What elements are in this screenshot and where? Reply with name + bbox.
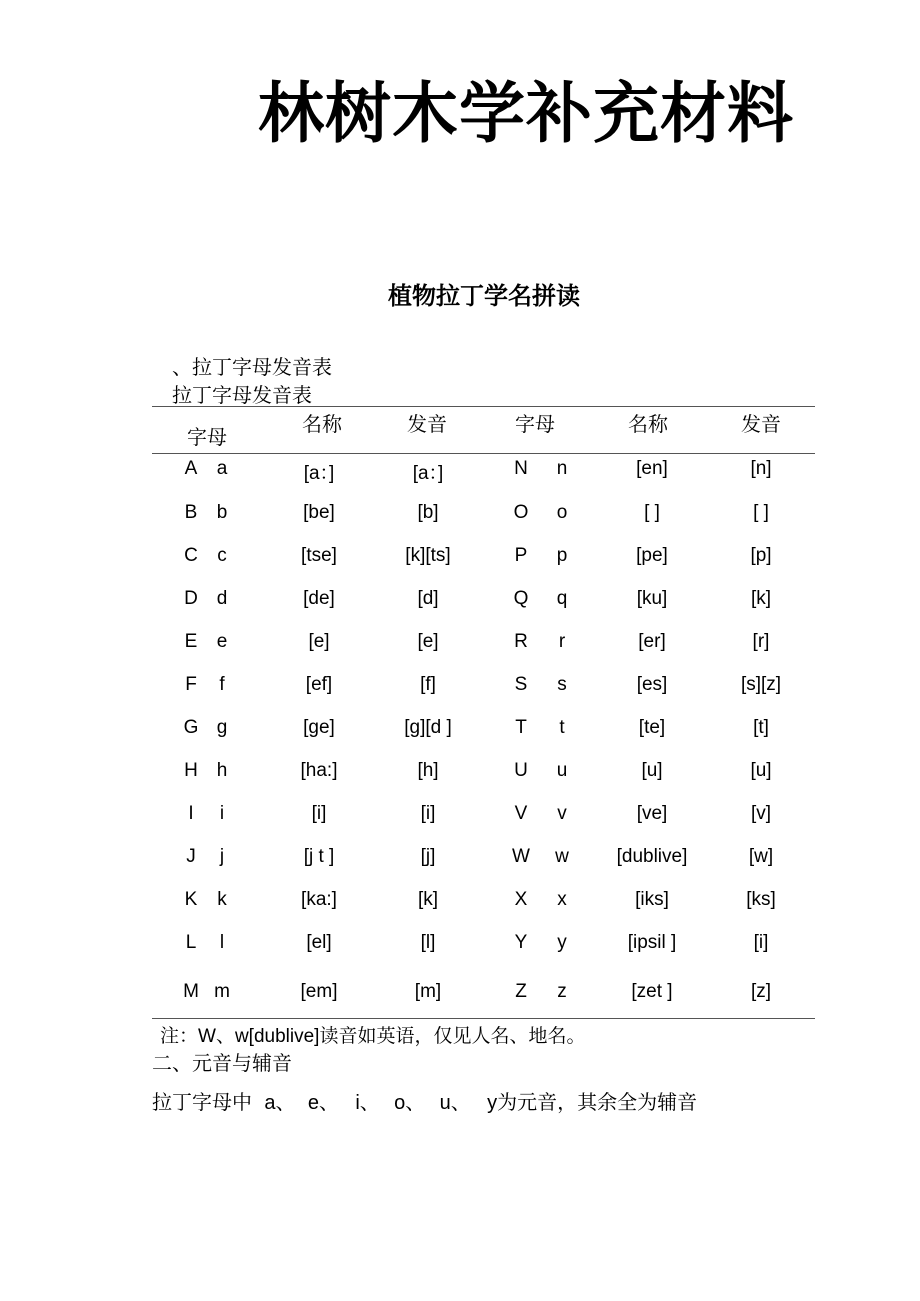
cell-name2: [es] [636,674,668,695]
cell-up: B [184,502,198,523]
vowel-u: u [439,1092,451,1114]
cell-name: [de] [303,588,335,609]
cell-low: a [216,458,228,479]
cell-name2: [ ] [644,502,660,523]
cell-up: F [185,674,197,695]
cell-name: [el] [306,932,332,953]
cell-name2: [ipsil ] [627,932,677,953]
header-letter-2: 字母 [515,412,555,436]
cell-low: f [219,674,225,695]
table-note [160,1021,585,1048]
cell-pron: [g][d ] [404,717,452,738]
cell-name2: [pe] [636,545,668,566]
cell-up2: R [514,631,528,652]
table-top-rule [152,406,815,407]
section-heading-1: 、拉丁字母发音表 [172,355,332,379]
vowel-sentence: 拉丁字母中 a、 e、 i、 o、 u、 y为元音，其余全为辅音 [152,1090,698,1114]
cell-low2: u [556,760,568,781]
cell-name2: [ku] [636,588,668,609]
cell-pron2: [t] [753,717,769,738]
cell-pron2: [p] [750,545,772,566]
cell-name: [j t ] [303,846,335,867]
cell-pron: [i] [420,803,436,824]
cell-low2: z [557,981,567,1002]
cell-pron: [f] [420,674,436,695]
vowel-o: o [394,1092,406,1114]
cell-name2: [zet ] [631,981,673,1002]
cell-low2: o [556,502,568,523]
vowel-y: y [487,1092,498,1114]
cell-up: I [188,803,194,824]
cell-name2: [iks] [635,889,669,910]
cell-pron2: [s][z] [740,674,782,695]
vowel-suffix: 为元音，其余全为辅音 [497,1090,698,1114]
cell-name: [ge] [303,717,335,738]
cell-up2: S [514,674,528,695]
cell-low: i [219,803,225,824]
cell-name2: [u] [641,760,663,781]
header-pronunciation: 发音 [407,412,447,436]
cell-name2: [er] [638,631,666,652]
cell-name2: [te] [638,717,666,738]
cell-up: J [186,846,196,867]
cell-pron2: [n] [750,458,772,479]
cell-name: [e] [308,631,330,652]
cell-pron: [l] [420,932,436,953]
cell-pron: [e] [417,631,439,652]
cell-low2: p [556,545,568,566]
cell-pron: [a：] [412,463,444,484]
cell-up2: Z [515,981,527,1002]
cell-up: A [184,458,198,479]
header-letter: 字母 [187,425,227,449]
cell-pron2: [z] [750,981,772,1002]
note-prefix: 注： [160,1025,199,1047]
cell-name: [be] [303,502,335,523]
cell-name: [ef] [305,674,333,695]
vowel-prefix: 拉丁字母中 [152,1090,252,1114]
cell-up2: O [513,502,529,523]
cell-up: H [184,760,198,781]
cell-low2: q [556,588,568,609]
cell-low2: v [557,803,567,824]
cell-up2: Q [513,588,529,609]
cell-low: m [214,981,230,1002]
cell-name: [tse] [301,545,337,566]
note-suffix: 读音如英语，仅见人名、地名。 [319,1025,586,1047]
cell-up2: P [514,545,528,566]
document-subtitle: 植物拉丁学名拼读 [388,282,580,310]
vowel-a: a [264,1092,276,1114]
cell-low: c [217,545,227,566]
table-header-rule [152,453,815,454]
vowel-e: e [307,1092,319,1114]
cell-name: [i] [311,803,327,824]
cell-low2: n [556,458,568,479]
cell-low2: x [557,889,567,910]
cell-pron: [j] [420,846,436,867]
cell-low: d [216,588,228,609]
cell-up: C [184,545,198,566]
cell-low: j [219,846,225,867]
table-caption: 拉丁字母发音表 [172,383,312,407]
cell-up: G [183,717,199,738]
cell-low: l [219,932,225,953]
cell-low2: s [557,674,567,695]
cell-pron: [h] [417,760,439,781]
cell-pron2: [r] [752,631,770,652]
cell-low: b [216,502,228,523]
cell-pron2: [u] [750,760,772,781]
cell-low: e [216,631,228,652]
cell-pron: [m] [414,981,442,1002]
cell-up2: Y [514,932,528,953]
cell-name: [ha:] [300,760,338,781]
cell-pron: [k][ts] [405,545,451,566]
table-bottom-rule [152,1018,815,1019]
cell-name2: [dublive] [616,846,688,867]
cell-low2: w [555,846,569,867]
vowel-i: i [355,1092,360,1114]
cell-name: [a：] [303,463,335,484]
cell-low2: t [559,717,565,738]
cell-up2: U [514,760,528,781]
cell-pron2: [i] [753,932,769,953]
document-title: 林树木学补充材料 [258,75,794,152]
cell-up2: N [514,458,528,479]
cell-pron2: [v] [750,803,772,824]
cell-pron: [d] [417,588,439,609]
note-latin: W、w[dublive] [198,1026,320,1047]
cell-pron2: [k] [750,588,772,609]
cell-low: g [216,717,228,738]
header-name: 名称 [302,412,342,436]
cell-up: D [184,588,198,609]
cell-up2: T [515,717,527,738]
section-heading-2: 二、元音与辅音 [152,1051,292,1075]
cell-up2: V [514,803,528,824]
cell-name2: [en] [636,458,668,479]
cell-up2: X [514,889,528,910]
cell-low: h [216,760,228,781]
cell-pron: [k] [417,889,439,910]
cell-low2: r [558,631,566,652]
cell-up2: W [512,846,530,867]
header-name-2: 名称 [628,412,668,436]
header-pronunciation-2: 发音 [741,412,781,436]
cell-up: E [184,631,198,652]
cell-up: L [185,932,197,953]
cell-name2: [ve] [636,803,668,824]
cell-pron2: [ks] [746,889,776,910]
cell-up: M [183,981,199,1002]
cell-low2: y [557,932,567,953]
cell-pron: [b] [417,502,439,523]
cell-up: K [184,889,198,910]
cell-low: k [217,889,227,910]
cell-name: [em] [300,981,338,1002]
cell-pron2: [w] [748,846,774,867]
cell-pron2: [ ] [753,502,769,523]
cell-name: [ka:] [301,889,337,910]
